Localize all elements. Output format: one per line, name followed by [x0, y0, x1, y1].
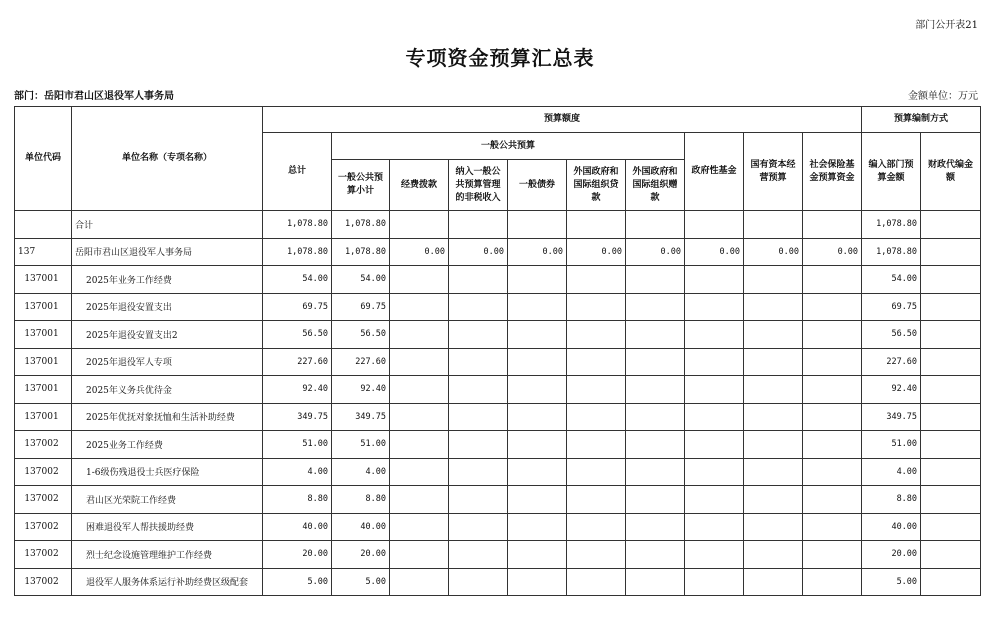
cell-unit-code: 137002: [15, 486, 72, 514]
header-unit-code: 单位代码: [15, 107, 72, 211]
table-body: [15, 211, 981, 596]
header-dept-compiled: 编入部门预算金额: [862, 133, 921, 211]
cell-dept-compiled: 54.00: [862, 266, 921, 294]
cell-funding-allocation: [390, 348, 449, 376]
cell-dept-compiled: 56.50: [862, 321, 921, 349]
cell-foreign-loans: [567, 211, 626, 239]
cell-total: 54.00: [263, 266, 332, 294]
cell-foreign-loans: [567, 403, 626, 431]
cell-gov-fund: [685, 513, 744, 541]
cell-unit-name: 2025年业务工作经费: [72, 266, 263, 294]
cell-foreign-grants: [626, 513, 685, 541]
unit-row: [15, 238, 981, 266]
cell-foreign-grants: [626, 293, 685, 321]
cell-social-insurance: 0.00: [803, 238, 862, 266]
cell-unit-name: 退役军人服务体系运行补助经费区级配套: [72, 568, 263, 596]
cell-general-subtotal: 69.75: [332, 293, 390, 321]
cell-total: 56.50: [263, 321, 332, 349]
cell-total: 51.00: [263, 431, 332, 459]
cell-general-bonds: [508, 348, 567, 376]
cell-foreign-grants: [626, 541, 685, 569]
cell-unit-name: 1-6级伤残退役士兵医疗保险: [72, 458, 263, 486]
cell-unit-name: 2025年退役安置支出: [72, 293, 263, 321]
cell-funding-allocation: [390, 403, 449, 431]
cell-general-subtotal: 92.40: [332, 376, 390, 404]
cell-fiscal-agency: [921, 568, 981, 596]
cell-unit-name: 合计: [72, 211, 263, 239]
cell-unit-code: 137002: [15, 513, 72, 541]
cell-unit-code: 137002: [15, 541, 72, 569]
cell-dept-compiled: 5.00: [862, 568, 921, 596]
cell-nontax-income: [449, 321, 508, 349]
cell-total: 4.00: [263, 458, 332, 486]
cell-social-insurance: [803, 293, 862, 321]
cell-state-capital: [744, 348, 803, 376]
cell-unit-name: 2025业务工作经费: [72, 431, 263, 459]
cell-total: 20.00: [263, 541, 332, 569]
cell-social-insurance: [803, 376, 862, 404]
table-row: [15, 513, 981, 541]
cell-gov-fund: [685, 403, 744, 431]
cell-funding-allocation: [390, 211, 449, 239]
cell-unit-name: 2025年义务兵优待金: [72, 376, 263, 404]
cell-general-subtotal: 1,078.80: [332, 238, 390, 266]
cell-funding-allocation: [390, 321, 449, 349]
header-foreign-loans: 外国政府和国际组织贷款: [567, 160, 626, 211]
cell-unit-code: 137001: [15, 293, 72, 321]
cell-gov-fund: [685, 568, 744, 596]
cell-dept-compiled: 20.00: [862, 541, 921, 569]
cell-state-capital: [744, 321, 803, 349]
cell-fiscal-agency: [921, 293, 981, 321]
cell-gov-fund: [685, 486, 744, 514]
table-row: [15, 376, 981, 404]
total-row: [15, 211, 981, 239]
cell-general-subtotal: 40.00: [332, 513, 390, 541]
cell-dept-compiled: 40.00: [862, 513, 921, 541]
cell-total: 69.75: [263, 293, 332, 321]
cell-unit-code: 137002: [15, 568, 72, 596]
cell-nontax-income: 0.00: [449, 238, 508, 266]
cell-general-bonds: [508, 293, 567, 321]
cell-dept-compiled: 227.60: [862, 348, 921, 376]
cell-state-capital: [744, 431, 803, 459]
cell-unit-name: 困难退役军人帮扶援助经费: [72, 513, 263, 541]
cell-general-bonds: [508, 486, 567, 514]
table-row: [15, 486, 981, 514]
cell-gov-fund: [685, 458, 744, 486]
cell-state-capital: [744, 403, 803, 431]
cell-social-insurance: [803, 513, 862, 541]
cell-unit-code: 137001: [15, 266, 72, 294]
cell-nontax-income: [449, 293, 508, 321]
cell-general-subtotal: 5.00: [332, 568, 390, 596]
department-label: 部门：岳阳市君山区退役军人事务局: [14, 91, 174, 102]
cell-general-bonds: [508, 321, 567, 349]
cell-fiscal-agency: [921, 321, 981, 349]
cell-dept-compiled: 69.75: [862, 293, 921, 321]
cell-foreign-loans: [567, 458, 626, 486]
cell-unit-name: 烈士纪念设施管理维护工作经费: [72, 541, 263, 569]
cell-funding-allocation: [390, 513, 449, 541]
header-gov-fund: 政府性基金: [685, 133, 744, 211]
cell-fiscal-agency: [921, 403, 981, 431]
table-row: [15, 266, 981, 294]
cell-social-insurance: [803, 211, 862, 239]
unit-label: 金额单位：万元: [908, 91, 978, 102]
cell-dept-compiled: 4.00: [862, 458, 921, 486]
cell-unit-code: 137001: [15, 348, 72, 376]
cell-general-bonds: [508, 403, 567, 431]
cell-foreign-loans: [567, 293, 626, 321]
cell-gov-fund: [685, 321, 744, 349]
cell-social-insurance: [803, 431, 862, 459]
cell-foreign-grants: [626, 266, 685, 294]
cell-social-insurance: [803, 486, 862, 514]
cell-general-bonds: 0.00: [508, 238, 567, 266]
cell-general-subtotal: 4.00: [332, 458, 390, 486]
cell-funding-allocation: [390, 458, 449, 486]
cell-state-capital: [744, 513, 803, 541]
cell-total: 40.00: [263, 513, 332, 541]
header-fiscal-agency: 财政代编金额: [921, 133, 981, 211]
cell-state-capital: [744, 541, 803, 569]
cell-foreign-loans: [567, 431, 626, 459]
cell-total: 92.40: [263, 376, 332, 404]
cell-foreign-grants: [626, 568, 685, 596]
cell-unit-name: 2025年优抚对象抚恤和生活补助经费: [72, 403, 263, 431]
cell-nontax-income: [449, 541, 508, 569]
cell-fiscal-agency: [921, 513, 981, 541]
cell-funding-allocation: [390, 431, 449, 459]
cell-funding-allocation: [390, 568, 449, 596]
cell-foreign-loans: [567, 541, 626, 569]
cell-fiscal-agency: [921, 541, 981, 569]
cell-dept-compiled: 8.80: [862, 486, 921, 514]
cell-state-capital: [744, 211, 803, 239]
cell-social-insurance: [803, 458, 862, 486]
cell-total: 1,078.80: [263, 238, 332, 266]
table-row: [15, 321, 981, 349]
cell-nontax-income: [449, 403, 508, 431]
table-row: [15, 293, 981, 321]
cell-unit-name: 2025年退役安置支出2: [72, 321, 263, 349]
header-compile-method: 预算编制方式: [862, 107, 981, 133]
cell-dept-compiled: 1,078.80: [862, 211, 921, 239]
cell-social-insurance: [803, 403, 862, 431]
table-row: [15, 568, 981, 596]
cell-total: 349.75: [263, 403, 332, 431]
header-budget-amount: 预算额度: [263, 107, 862, 133]
cell-nontax-income: [449, 266, 508, 294]
header-general-public-budget: 一般公共预算: [332, 133, 685, 160]
cell-fiscal-agency: [921, 348, 981, 376]
cell-unit-code: 137: [15, 238, 72, 266]
cell-nontax-income: [449, 458, 508, 486]
cell-unit-code: 137001: [15, 403, 72, 431]
cell-general-subtotal: 20.00: [332, 541, 390, 569]
header-general-subtotal: 一般公共预算小计: [332, 160, 390, 211]
cell-foreign-loans: 0.00: [567, 238, 626, 266]
cell-unit-code: 137002: [15, 431, 72, 459]
cell-gov-fund: [685, 376, 744, 404]
table-row: [15, 541, 981, 569]
cell-fiscal-agency: [921, 211, 981, 239]
cell-foreign-grants: [626, 376, 685, 404]
cell-gov-fund: 0.00: [685, 238, 744, 266]
cell-general-bonds: [508, 541, 567, 569]
cell-dept-compiled: 51.00: [862, 431, 921, 459]
cell-social-insurance: [803, 266, 862, 294]
header-social-insurance: 社会保险基金预算资金: [803, 133, 862, 211]
cell-social-insurance: [803, 541, 862, 569]
cell-social-insurance: [803, 348, 862, 376]
cell-foreign-grants: [626, 348, 685, 376]
cell-general-bonds: [508, 513, 567, 541]
cell-foreign-grants: [626, 321, 685, 349]
cell-unit-name: 君山区光荣院工作经费: [72, 486, 263, 514]
cell-fiscal-agency: [921, 486, 981, 514]
cell-general-subtotal: 8.80: [332, 486, 390, 514]
cell-state-capital: [744, 568, 803, 596]
cell-foreign-grants: 0.00: [626, 238, 685, 266]
cell-total: 1,078.80: [263, 211, 332, 239]
cell-general-bonds: [508, 431, 567, 459]
cell-foreign-grants: [626, 458, 685, 486]
cell-nontax-income: [449, 376, 508, 404]
header-unit-name: 单位名称（专项名称）: [72, 107, 263, 211]
header-funding-allocation: 经费拨款: [390, 160, 449, 211]
cell-dept-compiled: 92.40: [862, 376, 921, 404]
cell-social-insurance: [803, 568, 862, 596]
table-row: [15, 458, 981, 486]
cell-fiscal-agency: [921, 458, 981, 486]
cell-gov-fund: [685, 348, 744, 376]
cell-fiscal-agency: [921, 238, 981, 266]
cell-state-capital: [744, 486, 803, 514]
cell-funding-allocation: [390, 266, 449, 294]
cell-fiscal-agency: [921, 376, 981, 404]
table-row: [15, 348, 981, 376]
cell-gov-fund: [685, 293, 744, 321]
cell-fiscal-agency: [921, 266, 981, 294]
cell-foreign-grants: [626, 403, 685, 431]
cell-general-subtotal: 1,078.80: [332, 211, 390, 239]
cell-funding-allocation: [390, 541, 449, 569]
cell-funding-allocation: 0.00: [390, 238, 449, 266]
cell-general-subtotal: 54.00: [332, 266, 390, 294]
cell-nontax-income: [449, 486, 508, 514]
cell-dept-compiled: 349.75: [862, 403, 921, 431]
header-foreign-grants: 外国政府和国际组织赠款: [626, 160, 685, 211]
cell-gov-fund: [685, 541, 744, 569]
cell-state-capital: [744, 266, 803, 294]
cell-unit-code: 137001: [15, 376, 72, 404]
cell-nontax-income: [449, 513, 508, 541]
cell-general-bonds: [508, 568, 567, 596]
cell-total: 8.80: [263, 486, 332, 514]
page-title: 专项资金预算汇总表: [405, 46, 595, 70]
cell-state-capital: [744, 458, 803, 486]
cell-state-capital: [744, 293, 803, 321]
cell-nontax-income: [449, 568, 508, 596]
cell-general-subtotal: 51.00: [332, 431, 390, 459]
cell-general-subtotal: 349.75: [332, 403, 390, 431]
cell-social-insurance: [803, 321, 862, 349]
cell-state-capital: 0.00: [744, 238, 803, 266]
cell-funding-allocation: [390, 486, 449, 514]
cell-general-bonds: [508, 376, 567, 404]
cell-total: 5.00: [263, 568, 332, 596]
header-total: 总计: [263, 133, 332, 211]
cell-general-bonds: [508, 211, 567, 239]
header-state-capital: 国有资本经营预算: [744, 133, 803, 211]
cell-foreign-loans: [567, 568, 626, 596]
form-number: 部门公开表21: [915, 20, 978, 31]
cell-foreign-loans: [567, 266, 626, 294]
cell-unit-code: 137002: [15, 458, 72, 486]
cell-foreign-loans: [567, 513, 626, 541]
cell-funding-allocation: [390, 376, 449, 404]
table-row: [15, 431, 981, 459]
cell-unit-name: 2025年退役军人专项: [72, 348, 263, 376]
cell-foreign-loans: [567, 376, 626, 404]
cell-foreign-grants: [626, 486, 685, 514]
cell-general-subtotal: 56.50: [332, 321, 390, 349]
cell-foreign-loans: [567, 348, 626, 376]
cell-nontax-income: [449, 348, 508, 376]
header-nontax-income: 纳入一般公共预算管理的非税收入: [449, 160, 508, 211]
header-general-bonds: 一般债券: [508, 160, 567, 211]
cell-foreign-loans: [567, 486, 626, 514]
cell-gov-fund: [685, 431, 744, 459]
cell-foreign-grants: [626, 211, 685, 239]
table-row: [15, 403, 981, 431]
cell-nontax-income: [449, 211, 508, 239]
cell-nontax-income: [449, 431, 508, 459]
cell-fiscal-agency: [921, 431, 981, 459]
cell-foreign-grants: [626, 431, 685, 459]
cell-unit-name: 岳阳市君山区退役军人事务局: [72, 238, 263, 266]
cell-state-capital: [744, 376, 803, 404]
cell-general-subtotal: 227.60: [332, 348, 390, 376]
budget-table: [14, 106, 981, 596]
cell-foreign-loans: [567, 321, 626, 349]
cell-dept-compiled: 1,078.80: [862, 238, 921, 266]
cell-gov-fund: [685, 211, 744, 239]
cell-gov-fund: [685, 266, 744, 294]
cell-funding-allocation: [390, 293, 449, 321]
cell-general-bonds: [508, 266, 567, 294]
cell-general-bonds: [508, 458, 567, 486]
cell-unit-code: 137001: [15, 321, 72, 349]
cell-unit-code: [15, 211, 72, 239]
cell-total: 227.60: [263, 348, 332, 376]
